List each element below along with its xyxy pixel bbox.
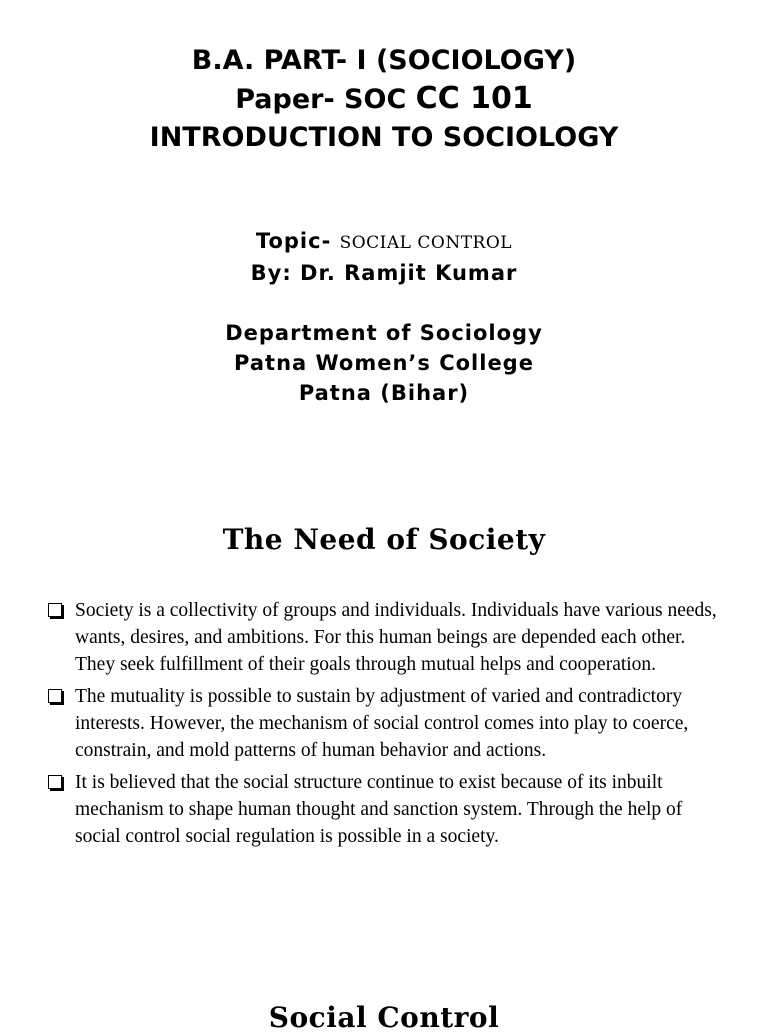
paper-number: CC 101 bbox=[415, 81, 533, 116]
topic-block bbox=[0, 226, 768, 288]
topic-value: SOCIAL CONTROL bbox=[339, 233, 513, 253]
topic-line bbox=[0, 226, 768, 258]
department-name: Department of Sociology bbox=[225, 321, 543, 345]
list-item bbox=[48, 683, 728, 764]
paper-prefix: Paper- SOC bbox=[235, 84, 416, 115]
department-block bbox=[0, 318, 768, 408]
bullet-text: Society is a collectivity of groups and individuals. Individuals have various needs, wants, desires, and ambitions. For this human beings are depended each other. They seek fulfillment of their goals through mutual helps and cooperation. bbox=[75, 600, 717, 675]
college-name: Patna Women’s College bbox=[234, 351, 534, 375]
title-block bbox=[0, 42, 768, 157]
topic-label: Topic- bbox=[255, 229, 332, 253]
checkbox-square-icon bbox=[48, 603, 62, 617]
checkbox-square-icon bbox=[48, 775, 62, 789]
subject-title: INTRODUCTION TO SOCIOLOGY bbox=[149, 122, 619, 153]
bullet-list bbox=[48, 597, 728, 855]
course-title: B.A. PART- I (SOCIOLOGY) bbox=[191, 45, 577, 76]
college-location: Patna (Bihar) bbox=[298, 381, 470, 405]
paper-code bbox=[0, 80, 768, 119]
checkbox-square-icon bbox=[48, 689, 62, 703]
list-item bbox=[48, 769, 728, 850]
bullet-text: It is believed that the social structure continue to exist because of its inbuilt mechanism to shape human thought and sanction system. Through the help of social control social regulation is possible in a society. bbox=[75, 772, 683, 847]
list-item bbox=[48, 597, 728, 678]
bullet-text: The mutuality is possible to sustain by adjustment of varied and contradictory interests. However, the mechanism of social control comes into play to coerce, constrain, and mold patterns of human behavior and actions. bbox=[75, 686, 689, 761]
section-title-need-of-society: The Need of Society bbox=[222, 523, 546, 556]
section-title-social-control: Social Control bbox=[268, 1001, 500, 1034]
author-line: By: Dr. Ramjit Kumar bbox=[250, 261, 518, 285]
